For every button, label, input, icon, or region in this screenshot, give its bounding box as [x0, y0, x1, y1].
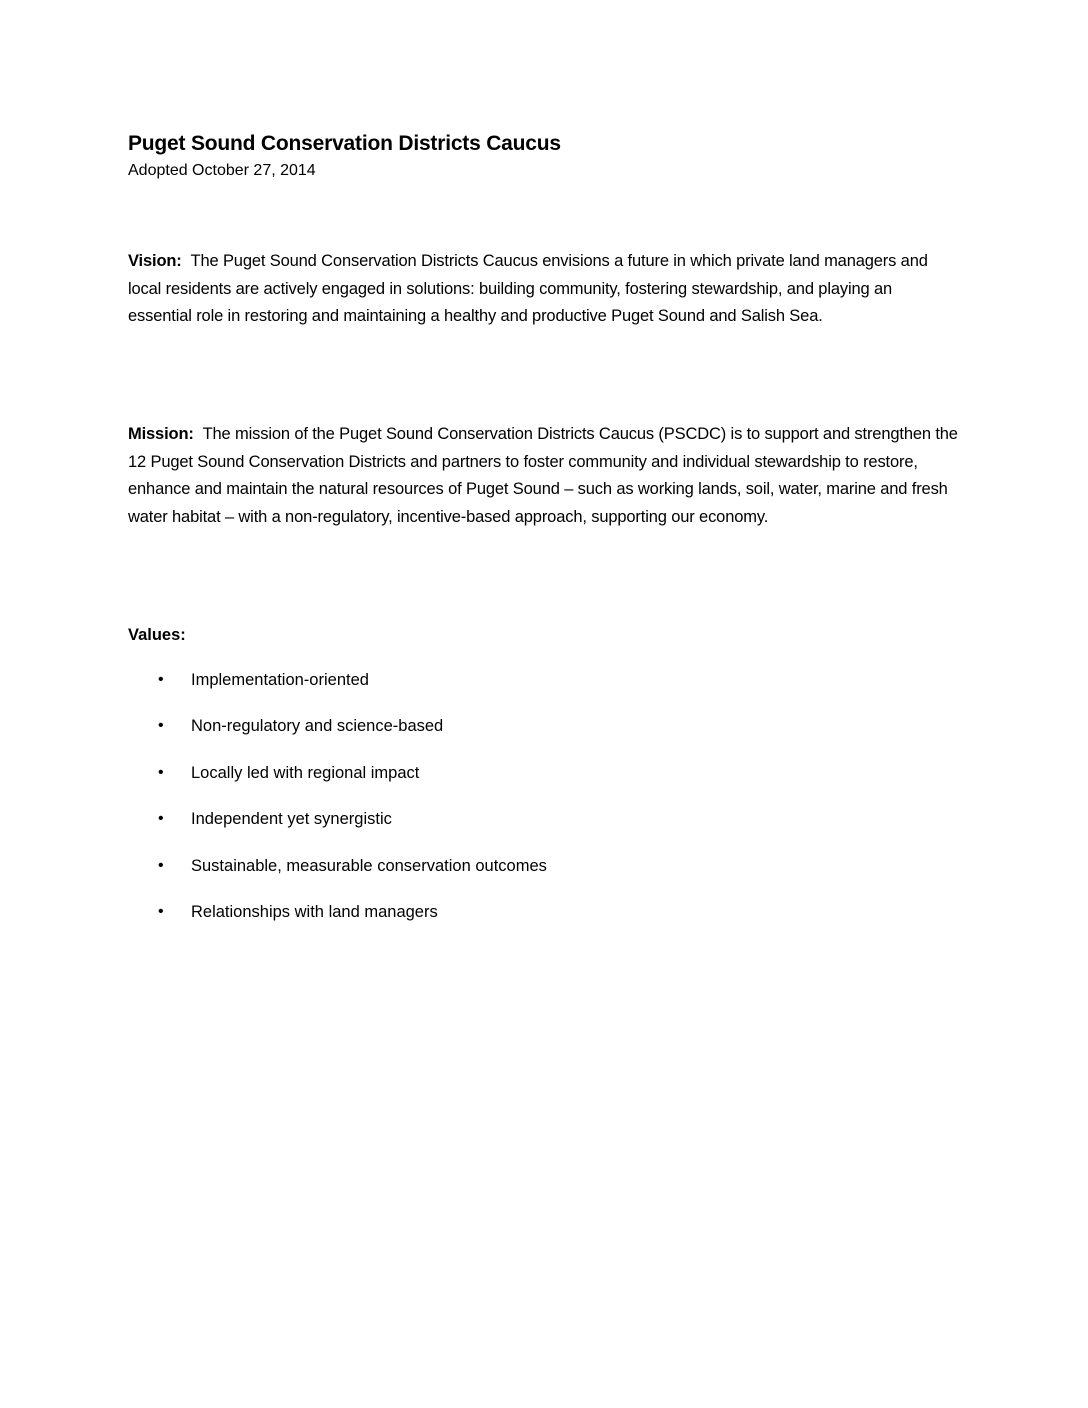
- list-item: [128, 760, 828, 806]
- value-item-text: Relationships with land managers: [191, 902, 438, 921]
- bullet-icon: •: [158, 810, 164, 828]
- values-list: [128, 667, 828, 945]
- list-item: [128, 853, 828, 899]
- bullet-icon: •: [158, 856, 164, 874]
- bullet-icon: •: [158, 671, 164, 688]
- vision-text: The Puget Sound Conservation Districts Caucus envisions a future in which private land managers and local residents are actively engaged in solutions: building community, fostering stewardship, and playing an essential role in restoring and maintaining a healthy and productive Puget Sound and Salish Sea.: [128, 252, 928, 326]
- vision-label: Vision:: [128, 252, 182, 270]
- list-item: [128, 806, 828, 852]
- list-item: [128, 667, 828, 713]
- bullet-icon: •: [158, 902, 164, 920]
- adopted-date: Adopted October 27, 2014: [128, 162, 316, 179]
- mission-label: Mission:: [128, 425, 194, 443]
- bullet-icon: •: [158, 763, 164, 781]
- value-item-text: Sustainable, measurable conservation outcomes: [191, 856, 547, 875]
- mission-text: The mission of the Puget Sound Conservation Districts Caucus (PSCDC) is to support and strengthen the 12 Puget Sound Conservation Districts and partners to foster community and individual stewardship to restore, enhance and maintain the natural resources of Puget Sound – such as working lands, soil, water, marine and fresh water habitat – with a non-regulatory, incentive-based approach, supporting our economy.: [128, 425, 958, 526]
- value-item-text: Implementation-oriented: [191, 671, 369, 689]
- mission-paragraph: [128, 421, 958, 531]
- value-item-text: Independent yet synergistic: [191, 810, 392, 829]
- bullet-icon: •: [158, 717, 164, 735]
- list-item: [128, 899, 828, 945]
- value-item-text: Non-regulatory and science-based: [191, 717, 444, 736]
- document-title: Puget Sound Conservation Districts Caucus: [128, 132, 561, 155]
- values-heading: Values:: [128, 626, 186, 644]
- vision-paragraph: [128, 248, 958, 331]
- list-item: [128, 713, 828, 759]
- value-item-text: Locally led with regional impact: [191, 763, 420, 782]
